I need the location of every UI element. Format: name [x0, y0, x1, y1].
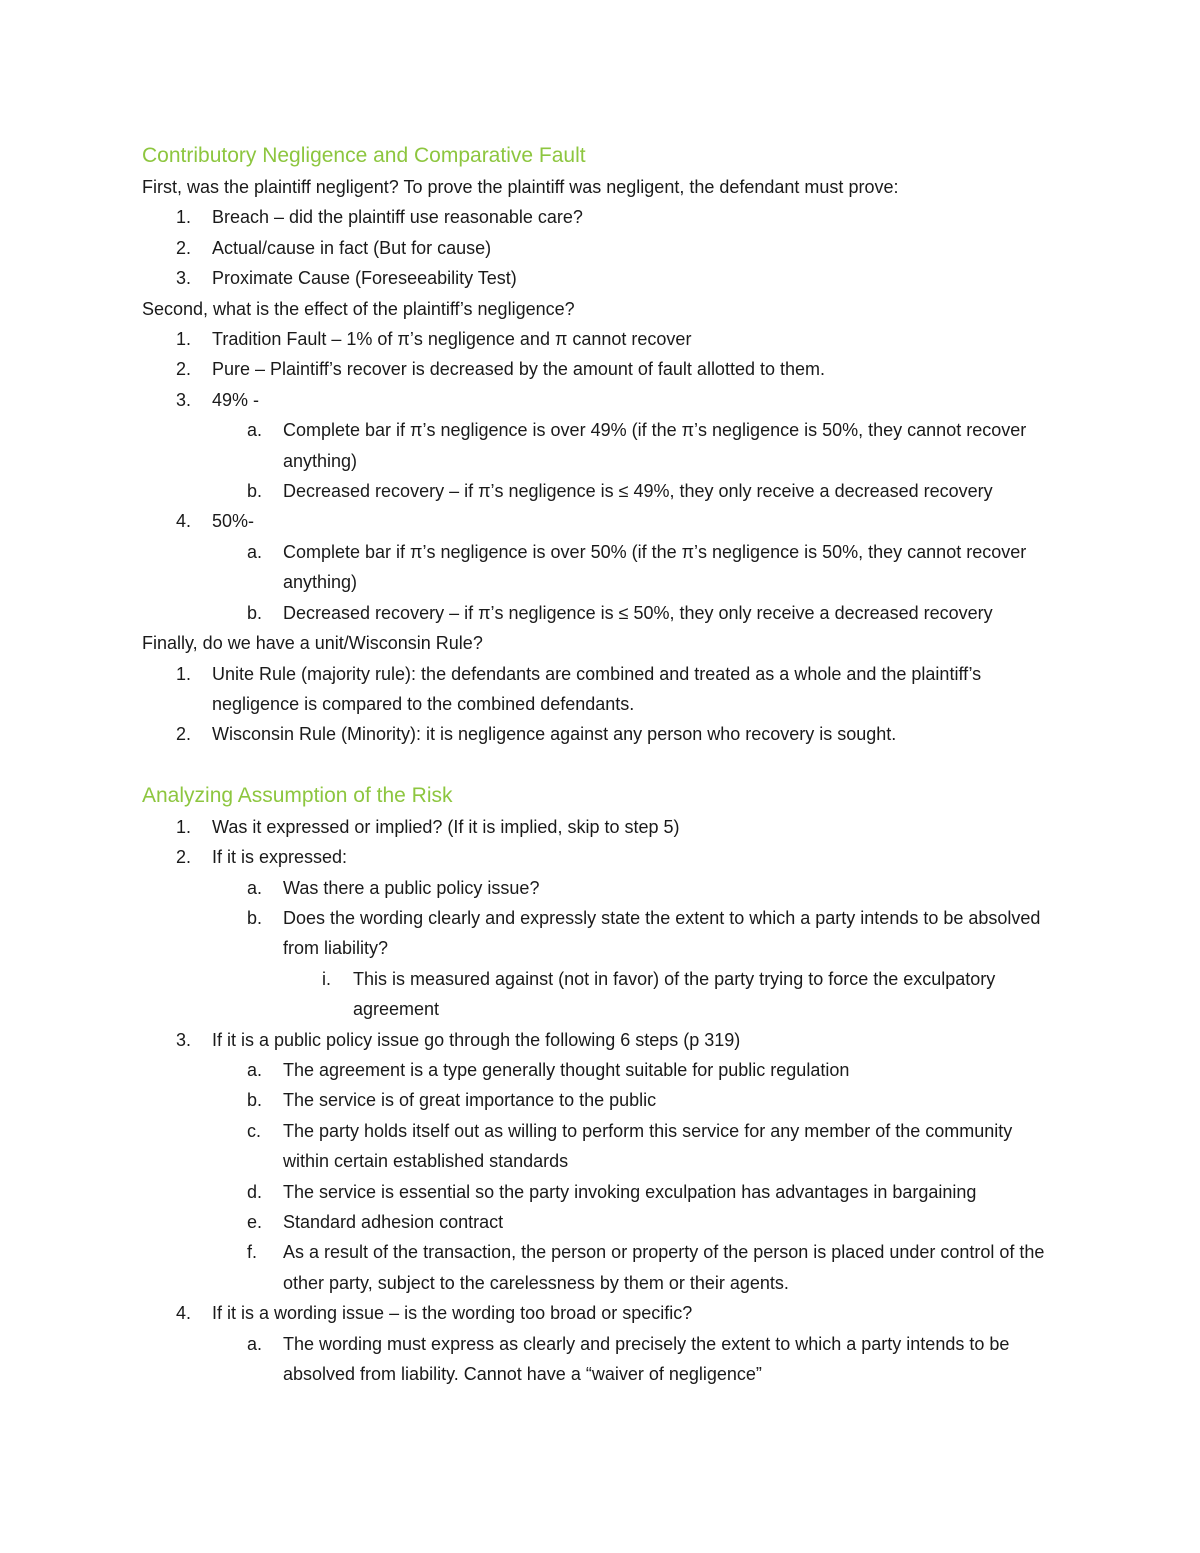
section-assumption-of-risk — [142, 780, 1050, 1390]
sub-list-item: e. Standard adhesion contract — [247, 1212, 504, 1232]
sub-list-item: b. The service is of great importance to the public — [247, 1090, 657, 1111]
list-item: 1. Breach – did the plaintiff use reasonable care? — [176, 207, 583, 228]
rules-list — [142, 659, 1050, 750]
intro-paragraph: First, was the plaintiff negligent? To prove the plaintiff was negligent, the defendant must prove: — [142, 177, 899, 197]
section-heading: Analyzing Assumption of the Risk — [142, 783, 453, 807]
sub-list-item: a. Complete bar if π’s negligence is over 50% (if the π’s negligence is 50%, they cannot recover anything) — [247, 541, 1027, 593]
list-item: 3. If it is a public policy issue go through the following 6 steps (p 319) — [176, 1029, 741, 1050]
section-contributory-negligence — [142, 140, 1050, 750]
list-item: 4. If it is a wording issue – is the wording too broad or specific? — [176, 1303, 693, 1324]
list-item: 2. Actual/cause in fact (But for cause) — [176, 237, 492, 258]
sub-list-item: a. The agreement is a type generally thought suitable for public regulation — [247, 1059, 850, 1080]
list-item: 1. Tradition Fault – 1% of π’s negligence and π cannot recover — [176, 329, 692, 350]
steps-list — [142, 812, 1050, 1390]
list-item: 1. Unite Rule (majority rule): the defendants are combined and treated as a whole and the plaintiff’s negligence is compared to the combined defendants. — [176, 663, 982, 714]
effects-list — [142, 324, 1050, 628]
sub-sub-list-item: i. This is measured against (not in favor) of the party trying to force the exculpatory agreement — [322, 968, 996, 1020]
list-item: 2. Pure – Plaintiff’s recover is decreased by the amount of fault allotted to them. — [176, 359, 826, 380]
sub-list-item: b. Does the wording clearly and expressly state the extent to which a party intends to be absolved from liability? — [247, 907, 1041, 959]
second-paragraph: Second, what is the effect of the plaintiff’s negligence? — [142, 298, 575, 319]
list-item: 4. 50%- — [176, 511, 255, 532]
list-item: 2. If it is expressed: — [176, 847, 348, 868]
finally-paragraph: Finally, do we have a unit/Wisconsin Rule? — [142, 633, 483, 654]
sub-list-item: a. Was there a public policy issue? — [247, 877, 540, 898]
elements-list — [142, 202, 1050, 293]
sub-list-item: d. The service is essential so the party invoking exculpation has advantages in bargaining — [247, 1181, 977, 1202]
sub-list-item: f. As a result of the transaction, the person or property of the person is placed under control of the other party, subject to the carelessness by them or their agents. — [247, 1242, 1045, 1293]
sub-list-item: b. Decreased recovery – if π’s negligence is ≤ 49%, they only receive a decreased recovery — [247, 481, 993, 502]
sub-list-item: a. The wording must express as clearly and precisely the extent to which a party intends to be absolved from liability. Cannot have a “waiver of negligence” — [247, 1333, 1010, 1385]
section-heading: Contributory Negligence and Comparative Fault — [142, 144, 586, 167]
list-item: 2. Wisconsin Rule (Minority): it is negligence against any person who recovery is sought. — [176, 724, 897, 745]
list-item: 1. Was it expressed or implied? (If it is implied, skip to step 5) — [176, 816, 680, 837]
sub-list-item: c. The party holds itself out as willing to perform this service for any member of the community within certain established standards — [247, 1120, 1013, 1172]
list-item: 3. 49% - — [176, 389, 260, 410]
list-item: 3. Proximate Cause (Foreseeability Test) — [176, 268, 517, 289]
sub-list-item: a. Complete bar if π’s negligence is over 49% (if the π’s negligence is 50%, they cannot recover anything) — [247, 420, 1027, 471]
sub-list-item: b. Decreased recovery – if π’s negligence is ≤ 50%, they only receive a decreased recovery — [247, 602, 993, 623]
